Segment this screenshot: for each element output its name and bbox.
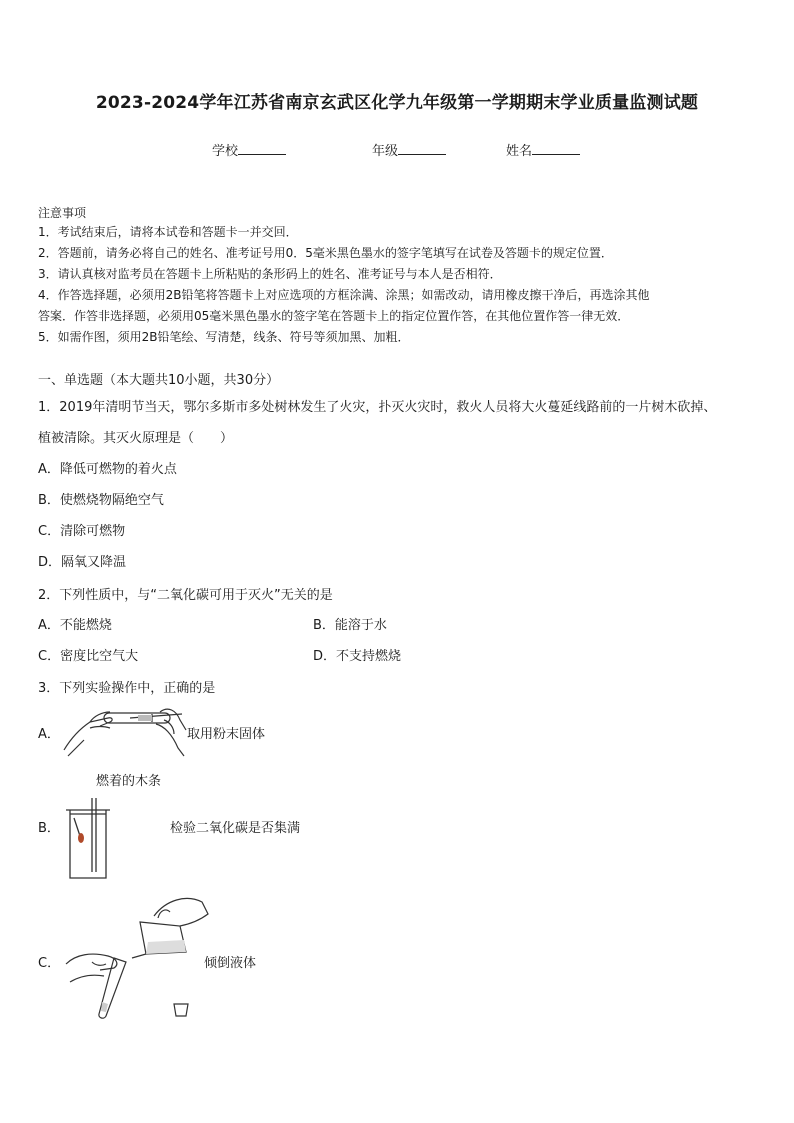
q3-stem: 3．下列实验操作中，正确的是 <box>38 681 216 696</box>
q3-option-b-top-label: 燃着的木条 <box>96 774 162 789</box>
school-field <box>212 140 286 159</box>
q2-option-c: C．密度比空气大 <box>38 649 139 664</box>
pouring-liquid-illustration <box>62 892 212 1022</box>
grade-field <box>372 140 446 159</box>
q3-option-b-caption: 检验二氧化碳是否集满 <box>170 821 301 836</box>
q1-option-b: B．使燃烧物隔绝空气 <box>38 493 164 508</box>
grade-blank <box>398 142 446 155</box>
notice-item: 5．如需作图，须用2B铅笔绘、写清楚，线条、符号等须加黑、加粗． <box>38 330 410 344</box>
q1-option-c: C．清除可燃物 <box>38 524 126 539</box>
q3-option-b-letter: B． <box>38 821 60 836</box>
powder-test-tube-illustration <box>60 700 190 760</box>
q2-option-d: D．不支持燃烧 <box>313 649 402 664</box>
gas-bottle-illustration <box>64 796 114 882</box>
notice-item: 3．请认真核对监考员在答题卡上所粘贴的条形码上的姓名、准考证号与本人是否相符． <box>38 267 502 281</box>
school-blank <box>238 142 286 155</box>
notice-item: 答案．作答非选择题，必须用05毫米黑色墨水的签字笔在答题卡上的指定位置作答，在其他位置作答一律无效． <box>38 309 630 323</box>
q1-option-d: D．隔氧又降温 <box>38 555 127 570</box>
q3-option-a-letter: A． <box>38 727 60 742</box>
q3-option-a-caption: 取用粉末固体 <box>187 727 266 742</box>
name-field <box>506 140 580 159</box>
grade-label: 年级 <box>372 144 399 159</box>
notice-item: 4．作答选择题，必须用2B铅笔将答题卡上对应选项的方框涂满、涂黑；如需改动，请用橡皮擦干净后，再选涂其他 <box>38 288 650 302</box>
q1-option-a: A．降低可燃物的着火点 <box>38 462 177 477</box>
q1-stem-line1: 1．2019年清明节当天，鄂尔多斯市多处树林发生了火灾，扑灭火灾时，救火人员将大火蔓延线路前的一片树木砍掉、 <box>38 400 717 415</box>
school-label: 学校 <box>212 144 239 159</box>
notice-item: 2．答题前，请务必将自己的姓名、准考证号用0．5毫米黑色墨水的签字笔填写在试卷及答题卡的规定位置． <box>38 246 613 260</box>
q2-option-b: B．能溶于水 <box>313 618 387 633</box>
q1-stem-line2: 植被清除。其灭火原理是（ ） <box>38 431 234 446</box>
q3-option-c-letter: C． <box>38 956 61 971</box>
name-label: 姓名 <box>506 144 533 159</box>
page-title: 2023-2024学年江苏省南京玄武区化学九年级第一学期期末学业质量监测试题 <box>95 93 699 113</box>
notice-item: 1．考试结束后，请将本试卷和答题卡一并交回． <box>38 225 298 239</box>
q3-option-c-caption: 倾倒液体 <box>204 956 257 971</box>
name-blank <box>532 142 580 155</box>
section-title: 一、单选题（本大题共10小题，共30分） <box>38 373 280 388</box>
q2-option-a: A．不能燃烧 <box>38 618 112 633</box>
notice-heading: 注意事项 <box>38 206 87 220</box>
q2-stem: 2．下列性质中，与“二氧化碳可用于灭火”无关的是 <box>38 588 333 603</box>
